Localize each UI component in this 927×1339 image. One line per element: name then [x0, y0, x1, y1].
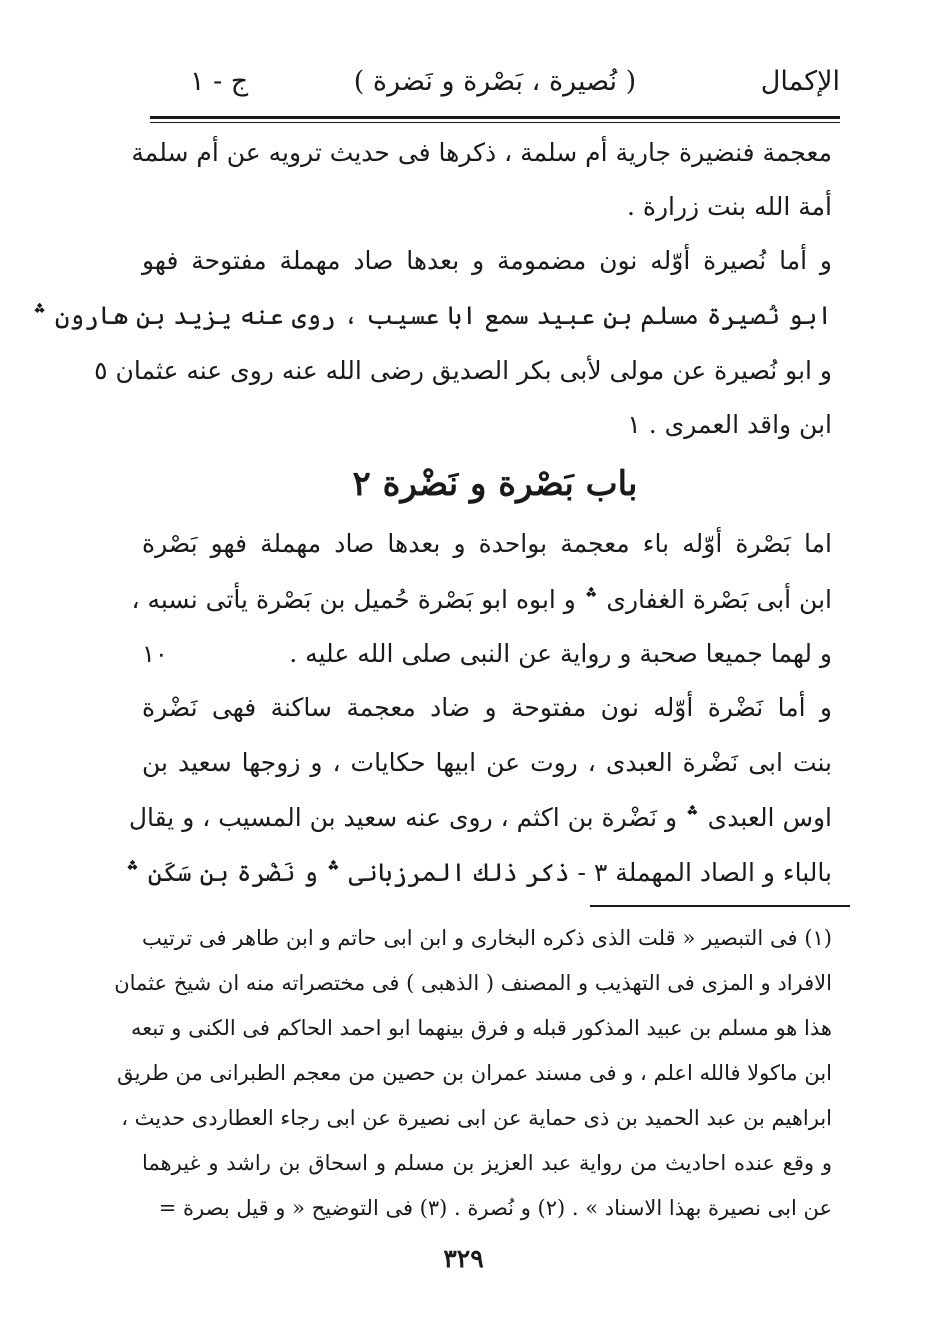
body-line: و أما نَضْرة أوّله نون مفتوحة و ضاد معجمة ساكنة فهى نَضْرة	[142, 693, 832, 722]
body-line: و أما نُصيرة أوّله نون مضمومة و بعدها صاد مهملة مفتوحة فهو	[142, 246, 832, 275]
header-volume: ج - ١	[190, 66, 249, 97]
running-header	[150, 60, 840, 112]
header-rule-thick	[150, 116, 840, 119]
body-line: بالباء و الصاد المهملة ٣ - ذكر ذلك المرزبانى ؞ و نَضْرة بن سَكَن ؞	[125, 858, 832, 887]
body-line: ابن واقد العمرى . ١	[627, 410, 832, 439]
footnote-line: عن ابى نصيرة بهذا الاسناد » . (٢) و نُصرة . (٣) فى التوضيح « و قيل بصرة =	[158, 1196, 832, 1220]
footnote-line: هذا هو مسلم بن عبيد المذكور قبله و فرق بينهما ابو احمد الحاكم فى الكنى و تبعه	[131, 1016, 832, 1040]
line-number-marker: ١٠	[142, 640, 168, 668]
body-line: و لهما جميعا صحبة و رواية عن النبى صلى الله عليه .	[289, 639, 832, 668]
footnote-separator	[590, 905, 850, 907]
page-number: ٣٢٩	[443, 1244, 484, 1273]
body-line: بنت ابى نَضْرة العبدى ، روت عن ابيها حكايات ، و زوجها سعيد بن	[142, 748, 832, 777]
body-line: اما بَصْرة أوّله باء معجمة بواحدة و بعدها صاد مهملة فهو بَصْرة	[142, 529, 832, 558]
footnote-line: ابراهيم بن عبد الحميد بن ذى حماية عن ابى نصيرة عن ابى رجاء العطاردى حديث ،	[121, 1106, 832, 1130]
header-book-title: الإكمال	[760, 66, 840, 97]
body-line: و ابو نُصيرة عن مولى لأبى بكر الصديق رضى الله عنه روى عنه عثمان ٥	[94, 356, 832, 385]
footnote-line: الافراد و المزى فى التهذيب و المصنف ( الذهبى ) فى مختصراته منه ان شيخ عثمان	[114, 971, 832, 995]
body-line: ابن أبى بَصْرة الغفارى ؞ و ابوه ابو بَصْرة حُميل بن بَصْرة يأتى نسبه ،	[131, 585, 832, 614]
body-line: أمة الله بنت زرارة .	[626, 192, 832, 221]
header-section-title: ( نُصيرة ، بَصْرة و نَضرة )	[353, 66, 637, 97]
body-line: اوس العبدى ؞ و نَضْرة بن اكثم ، روى عنه سعيد بن المسيب ، و يقال	[128, 803, 832, 832]
header-rule-thin	[150, 122, 840, 123]
footnote-line: (١) فى التبصير « قلت الذى ذكره البخارى و ابن ابى حاتم و ابن طاهر فى ترتيب	[142, 926, 832, 950]
body-line: معجمة فنضيرة جارية أم سلمة ، ذكرها فى حديث ترويه عن أم سلمة	[131, 138, 832, 167]
footnote-line: و وقع عنده احاديث من رواية عبد العزيز بن مسلم و اسحاق بن راشد و غيرهما	[142, 1151, 832, 1175]
footnote-line: ابن ماكولا فالله اعلم ، و فى مسند عمران بن حصين من معجم الطبرانى من طريق	[117, 1061, 832, 1085]
body-line: ابو نُصيرة مسلم بن عبيد سمع ابا عسيب ، روى عنه يزيد بن هارون ؞	[32, 301, 832, 330]
chapter-heading: باب بَصْرة و نَضْرة ٢	[352, 464, 638, 504]
